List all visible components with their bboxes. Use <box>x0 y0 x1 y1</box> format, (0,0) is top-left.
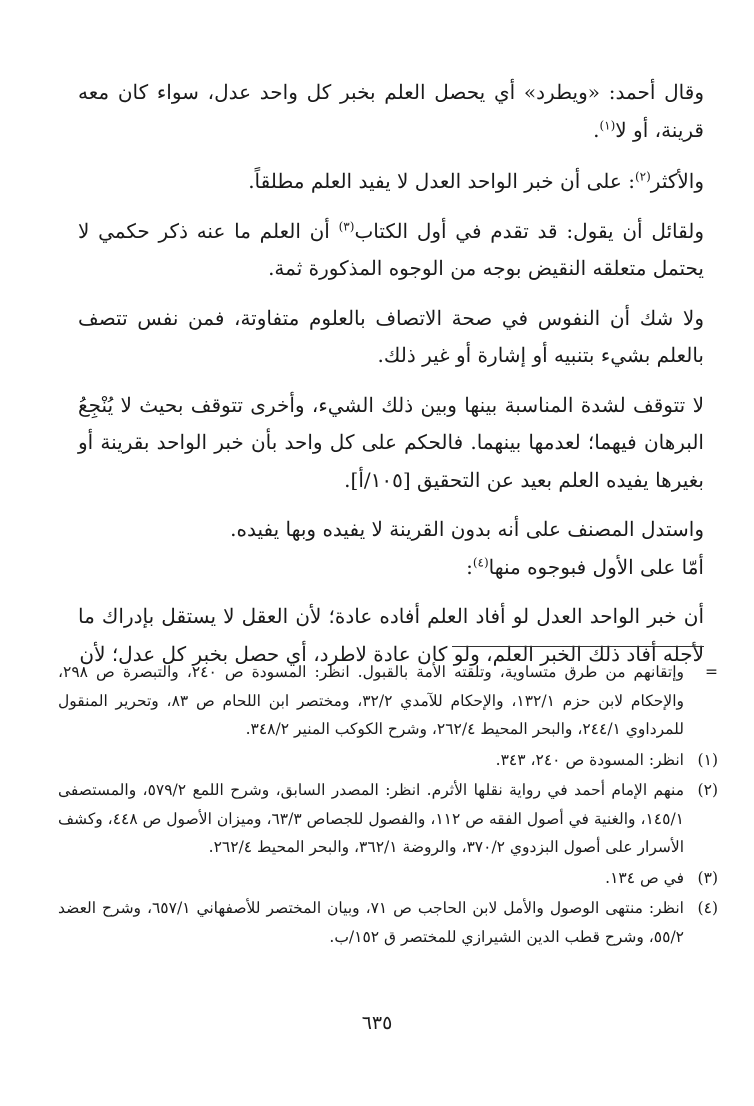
paragraph-3: ولقائل أن يقول: قد تقدم في أول الكتاب$^{(٣)}$ أن العلم ما عنه ذكر حكمي لا يحتمل متعلقه النقيض بوجه من الوجوه المذكورة ثمة. <box>78 218 705 280</box>
footnote-marker: = <box>705 663 718 681</box>
main-text <box>78 74 704 685</box>
footnote-ref-2: (٢) <box>634 169 651 184</box>
footnote-marker: (٣) <box>697 868 718 887</box>
footnote-1 <box>58 746 718 775</box>
footnote-4 <box>58 894 718 951</box>
footnote-text: منهم الإمام أحمد في رواية نقلها الأثرم. انظر: المصدر السابق، وشرح اللمع ٥٧٩/٢، والمستصفى ١٤٥/١، والغنية في أصول الفقه ص ١١٢، والفصول للجصاص ٦٣/٣، وميزان الأصول ص ٤٤٨، وكشف الأسرار على أصول البزدوي ٣٧٠/٢، والروضة ٣٦٢/١، والبحر المحيط ٢٦٢/٤. <box>58 781 684 856</box>
footnote-marker: (٤) <box>697 899 718 917</box>
paragraph-2: والأكثر$^{(٢)}$: على أن خبر الواحد العدل لا يفيد العلم مطلقاً. <box>248 169 704 193</box>
paragraph-6: واستدل المصنف على أنه بدون القرينة لا يفيده وبها يفيده. <box>230 517 704 541</box>
footnote-ref-3: (٣) <box>338 218 355 233</box>
footnote-marker: (١) <box>697 750 718 769</box>
page-number: ٦٣٥ <box>361 1012 393 1034</box>
footnote-marker: (٢) <box>697 781 718 799</box>
footnote-continued <box>58 658 718 744</box>
footnote-2 <box>58 776 718 862</box>
footnote-text: انظر: المسودة ص ٢٤٠، ٣٤٣. <box>495 750 684 769</box>
footnote-ref-1: (١) <box>599 117 616 132</box>
footnote-ref-4: (٤) <box>472 554 489 569</box>
footnote-3 <box>58 864 718 893</box>
paragraph-8: أن خبر الواحد العدل لو أفاد العلم أفاده عادة؛ لأن العقل لا يستقل بإدراك ما لأجله أفاد ذلك الخبر العلم، ولو كان عادة لاطرد، أي حصل بخبر كل عدل؛ لأن <box>78 604 704 666</box>
footnote-text: وإتقانهم من طرق متساوية، وتلقته الأمة بالقبول. انظر: المسودة ص ٢٤٠، والتبصرة ص ٢٩٨، والإحكام لابن حزم ١٣٢/١، والإحكام للآمدي ٣٢/٢، ومختصر ابن اللحام ص ٨٣، وتحرير المنقول للمرداوي ٢٤٤/١، والبحر المحيط ٢٦٢/٤، وشرح الكوكب المنير ٣٤٨/٢. <box>58 663 685 738</box>
paragraph-1: وقال أحمد: «ويطرد» أي يحصل العلم بخبر كل واحد عدل، سواء كان معه قرينة، أو لا$^{(١)}$. <box>78 80 704 142</box>
footnote-separator <box>452 646 704 647</box>
footnote-text: في ص ١٣٤. <box>605 868 684 887</box>
footnotes <box>58 658 718 953</box>
paragraph-7: أمّا على الأول فبوجوه منها$^{(٤)}$: <box>466 554 704 579</box>
footnote-text: انظر: منتهى الوصول والأمل لابن الحاجب ص ٧١، وبيان المختصر للأصفهاني ٦٥٧/١، وشرح العضد ٥٥/٢، وشرح قطب الدين الشيرازي للمختصر ق ١٥٢/ب. <box>58 899 684 946</box>
paragraph-4: ولا شك أن النفوس في صحة الاتصاف بالعلوم متفاوتة، فمن نفس تتصف بالعلم بشيء بتنبيه أو إشارة أو غير ذلك. <box>78 305 704 367</box>
paragraph-5: لا تتوقف لشدة المناسبة بينها وبين ذلك الشيء، وأخرى تتوقف بحيث لا يُنْجِعُ البرهان فيهما؛ لعدمها بينهما. فالحكم على كل واحد بأن خبر الواحد بقرينة أو بغيرها يفيده العلم بعيد عن التحقيق [١٠٥/أ]. <box>78 392 704 492</box>
